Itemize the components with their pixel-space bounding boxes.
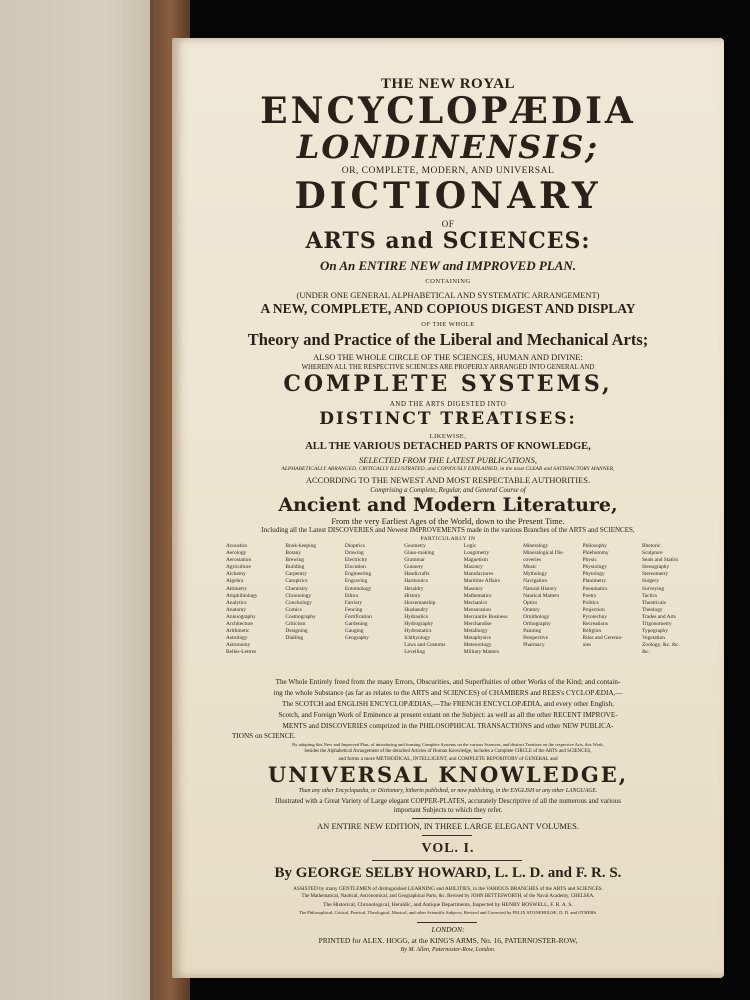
- selected-line: SELECTED FROM THE LATEST PUBLICATIONS,: [359, 455, 537, 465]
- illustrated-line2: important Subjects to which they refer.: [393, 806, 503, 814]
- earliest-ages-line: From the very Earliest Ages of the World, down to the Present Time.: [331, 516, 565, 526]
- heading-londinensis: LONDINENSIS;: [296, 128, 600, 166]
- subject-item: Rhetoric: [641, 543, 661, 549]
- subject-item: Carpentry: [285, 571, 307, 578]
- rule-middle: [422, 835, 472, 836]
- subject-item: Mechanics: [463, 599, 488, 606]
- subject-item: Chemistry: [285, 585, 308, 592]
- subject-item: Magnetism: [463, 557, 488, 564]
- subject-item: Maritime Affairs: [463, 578, 500, 585]
- subject-item: Religion: [582, 628, 602, 635]
- subject-item: Drawing: [344, 550, 364, 557]
- arts-digested-line: AND THE ARTS DIGESTED INTO: [389, 400, 507, 408]
- authorities-line: ACCORDING TO THE NEWEST AND MOST RESPECTABLE AUTHORITIES.: [305, 475, 591, 485]
- author-line: By GEORGE SELBY HOWARD, L. L. D. and F. R. S.: [274, 865, 622, 881]
- body-p2-line2: besides the Alphabetical Arrangement of the detached Articles of Human Knowledge, includes a Complete CIRCLE of the ARTS and SCIENCES,: [304, 749, 592, 754]
- subject-item: Merchandise: [463, 621, 492, 628]
- subject-item: Algebra: [226, 578, 244, 585]
- printed-line: PRINTED for ALEX. HOGG, at the KING'S ARMS, No. 16, PATERNOSTER-ROW,: [318, 936, 578, 945]
- subject-item: Agriculture: [226, 564, 251, 571]
- subject-item: Surgery: [641, 578, 659, 585]
- body-p1-line5: MENTS and DISCOVERIES comprized in the PHILOSOPHICAL TRANSACTIONS and other NEW PUBLICA-: [282, 722, 614, 730]
- philosophical-line: The Philosophical, Critical, Poetical, Theological, Musical, and other Scientific Subjects, Revised and Corrected by FELIX STONEHOUSE, D. D. and OTHERS.: [298, 910, 598, 915]
- subject-item: Rites and Ceremo-: [582, 635, 623, 642]
- subject-item: Amphibiology: [226, 592, 258, 599]
- subject-item: Altimetry: [226, 585, 247, 592]
- subject-item: Metallurgy: [463, 628, 488, 635]
- subject-item: Sculpture: [641, 550, 663, 557]
- subject-item: Oratory: [523, 606, 540, 613]
- subject-item: Hydrostatics: [404, 628, 432, 635]
- subject-item: Mineralogy: [523, 543, 549, 549]
- subject-item: Dioptrics: [344, 543, 365, 549]
- subject-item: Tactics: [641, 592, 658, 599]
- subject-item: Planimetry: [582, 578, 607, 585]
- subject-item: Building: [285, 564, 305, 571]
- subject-item: Masonry: [463, 585, 483, 592]
- subject-item: Theology: [641, 606, 663, 613]
- subject-item: Poetry: [582, 592, 597, 599]
- subject-item: Chronology: [285, 592, 312, 599]
- subject-item: Levelling: [404, 649, 425, 656]
- comprising-line: Comprising a Complete, Regular, and General Course of: [370, 487, 526, 494]
- body-p1-line1: The Whole Entirely freed from the many Errors, Obscurities, and Superfluities of other Works of the Kind; and contain-: [275, 678, 621, 686]
- subject-item: Entomology: [344, 585, 372, 592]
- body-p2-line3: and forms a more METHODICAL, INTELLIGENT, and COMPLETE REPOSITORY of GENERAL and: [338, 756, 558, 762]
- mathematical-line: The Mathematical, Nautical, Astronomical, and Geographical Parts, &c. Revised by JOHN BETTESWORTH, of the Naval Academy, CHELSEA.: [301, 894, 595, 899]
- subject-item: Perspective: [523, 635, 548, 642]
- arrangement-line: (UNDER ONE GENERAL ALPHABETICAL AND SYSTEMATIC ARRANGEMENT): [296, 290, 600, 300]
- heading-arts-sciences: ARTS and SCIENCES:: [305, 228, 591, 254]
- subject-item: Stenography: [641, 564, 670, 571]
- subject-item: Mathematics: [463, 592, 492, 599]
- subject-item: Politics: [582, 599, 599, 606]
- heading-distinct-treatises: DISTINCT TREATISES:: [319, 409, 577, 429]
- subjects-column: [642, 543, 696, 671]
- historical-line: The Historical, Chronological, Heraldic, and Antique Departments, Inspected by HENRY BOSWELL, F. R. A. S.: [323, 902, 573, 908]
- heading-dictionary: DICTIONARY: [294, 175, 602, 217]
- subject-item: Phlebotomy: [582, 550, 609, 557]
- subject-item: Gauging: [344, 628, 364, 635]
- subject-item: Pharmacy: [523, 642, 545, 649]
- subject-item: Hydrography: [404, 621, 434, 628]
- digest-line: A NEW, COMPLETE, AND COPIOUS DIGEST AND DISPLAY: [260, 301, 636, 316]
- subject-item: Astrology: [226, 635, 248, 642]
- heading-universal-knowledge: UNIVERSAL KNOWLEDGE,: [267, 762, 629, 787]
- subject-item: Mensuration: [463, 606, 491, 613]
- subject-item: nies: [582, 642, 592, 649]
- subject-item: Surveying: [641, 585, 665, 592]
- subject-item: Aerology: [226, 550, 247, 557]
- subject-item: Horsemanship: [404, 599, 436, 606]
- subject-item: Astronomy: [226, 642, 251, 649]
- subject-item: Navigation: [523, 578, 548, 585]
- subject-item: Aerostation: [226, 557, 252, 564]
- title-page: [172, 38, 724, 978]
- subject-item: Vegetation: [641, 635, 666, 642]
- subjects-column: [226, 543, 280, 671]
- subject-item: Projection: [582, 606, 605, 613]
- subject-item: Trades and Arts: [641, 613, 676, 620]
- subject-item: Physiology: [582, 564, 607, 571]
- subject-item: History: [404, 592, 421, 599]
- detached-parts-line: ALL THE VARIOUS DETACHED PARTS OF KNOWLEDGE,: [305, 441, 591, 452]
- subject-item: &c.: [641, 649, 650, 656]
- subject-item: Nautical Matters: [523, 592, 560, 599]
- arranged-line: WHEREIN ALL THE RESPECTIVE SCIENCES ARE PROPERLY ARRANGED INTO GENERAL AND: [301, 364, 595, 371]
- subject-item: Botany: [285, 550, 301, 557]
- heading-encyclopaedia: ENCYCLOPÆDIA: [260, 90, 636, 132]
- plan-line: On An ENTIRE NEW and IMPROVED PLAN.: [319, 258, 577, 273]
- subject-item: Trigonometry: [641, 621, 672, 628]
- subject-item: Manufactures: [463, 571, 494, 578]
- subject-item: Masonry: [463, 564, 483, 571]
- subject-item: Orthography: [523, 621, 551, 628]
- subject-item: Engraving: [344, 578, 368, 585]
- subject-item: Metaphysics: [463, 635, 491, 642]
- london-line: LONDON:: [431, 925, 465, 934]
- subjects-list: [226, 543, 696, 671]
- subject-item: Meteorology: [463, 642, 492, 649]
- word-of: OF: [441, 219, 455, 229]
- alphabetically-line: ALPHABETICALLY ARRANGED, CRITICALLY ILLUSTRATED, and COPIOUSLY EXPLAINED, in the most CLEAR and SATISFACTORY MANNER,: [281, 466, 615, 472]
- heading-complete-systems: COMPLETE SYSTEMS,: [283, 371, 613, 397]
- of-the-whole-line: OF THE WHOLE: [421, 321, 475, 328]
- subject-item: Elocution: [344, 564, 366, 571]
- subject-item: Annuography: [226, 613, 256, 620]
- subject-item: Seals and Statics: [641, 557, 679, 564]
- subject-item: Military Matters: [463, 649, 500, 656]
- subject-item: Optics: [523, 599, 538, 606]
- subject-item: Ethics: [344, 592, 359, 599]
- subject-item: Acoustics: [226, 543, 248, 549]
- subject-item: Stereometry: [641, 571, 669, 578]
- subject-item: Engineering: [344, 571, 372, 578]
- rule-imprint: [417, 922, 477, 923]
- subject-item: Arithmetic: [226, 628, 250, 635]
- subject-item: Conchology: [285, 599, 312, 606]
- containing-line: CONTAINING: [425, 278, 471, 285]
- subject-item: Cosmography: [285, 613, 316, 620]
- subject-item: Designing: [285, 628, 308, 635]
- subject-item: Recreations: [582, 621, 608, 628]
- subject-item: Longimetry: [463, 550, 490, 557]
- subject-item: Ichthyology: [404, 635, 431, 642]
- subject-item: Brewing: [285, 557, 304, 564]
- subject-item: Ornithology: [523, 613, 550, 620]
- heading-ancient-modern-literature: Ancient and Modern Literature,: [278, 494, 618, 516]
- subject-item: Phytology: [582, 571, 605, 578]
- subject-item: Harmonics: [404, 578, 428, 585]
- subject-item: Architecture: [226, 621, 253, 628]
- subject-item: Philosophy: [582, 543, 607, 549]
- subject-item: Mercantile Business: [463, 613, 508, 620]
- subject-item: Fortification: [344, 613, 372, 620]
- body-p1-line4: Scotch, and Foreign Work of Eminence at present extant on the Subject: as well as all the other RECENT IMPROVE-: [278, 711, 618, 719]
- rule-lower: [372, 860, 522, 861]
- heading-new-royal: THE NEW ROYAL: [380, 76, 516, 92]
- subject-item: Natural History: [523, 585, 557, 592]
- subject-item: Grammar: [404, 557, 425, 564]
- subject-item: Geography: [344, 635, 369, 642]
- subject-item: Husbandry: [404, 606, 428, 613]
- subject-item: Logic: [463, 543, 477, 549]
- subject-item: Analytics: [226, 599, 247, 606]
- subject-item: Painting: [523, 628, 542, 635]
- subject-item: Hydraulics: [404, 613, 428, 620]
- subject-item: Alchemy: [226, 571, 246, 578]
- subjects-column: [345, 543, 399, 671]
- circle-sciences-line: ALSO THE WHOLE CIRCLE OF THE SCIENCES, HUMAN AND DIVINE:: [313, 352, 583, 362]
- subject-item: Gardening: [344, 621, 368, 628]
- subject-item: Pyrotechny: [582, 613, 608, 620]
- particularly-line: PARTICULARLY IN: [420, 536, 476, 542]
- subject-item: Geometry: [404, 543, 426, 549]
- subject-item: Book-keeping: [285, 543, 316, 549]
- illustrated-line1: Illustrated with a Great Variety of Large elegant COPPER-PLATES, accurately Descriptive of all the numerous and various: [275, 797, 621, 805]
- body-p1-line3: The SCOTCH and ENGLISH ENCYCLOPÆDIAS,—The FRENCH ENCYCLOPÆDIA, and every other English,: [281, 700, 614, 708]
- subject-item: Mineralogical Dis-: [523, 550, 564, 557]
- subject-item: Handicrafts: [404, 571, 430, 578]
- subjects-column: [285, 543, 339, 671]
- subject-item: Pneumatics: [582, 585, 608, 592]
- likewise-line: LIKEWISE,: [429, 433, 467, 440]
- subjects-column: [404, 543, 458, 671]
- subject-item: Heraldry: [404, 585, 424, 592]
- edition-line: AN ENTIRE NEW EDITION, IN THREE LARGE ELEGANT VOLUMES.: [317, 821, 579, 831]
- subtitle-complete: OR, COMPLETE, MODERN, AND UNIVERSAL: [341, 166, 555, 176]
- assisted-line: ASSISTED by many GENTLEMEN of distinguished LEARNING and ABILITIES, in the VARIOUS BRANCHES of the ARTS and SCIENCES.: [293, 886, 603, 892]
- rule-upper: [412, 818, 482, 819]
- subject-item: Criticism: [285, 621, 306, 628]
- subject-item: Glass-making: [404, 550, 435, 557]
- subject-item: Zoology, &c. &c.: [641, 642, 680, 649]
- subject-item: Typography: [641, 628, 668, 635]
- subject-item: coveries: [523, 557, 542, 564]
- body-p1-line2: ing the whole Substance (as far as relates to the ARTS and SCIENCES) of CHAMBERS and REES's CYCLOPÆDIA,—: [273, 689, 623, 697]
- volume-number: VOL. I.: [421, 841, 475, 856]
- subject-item: Theatricals: [641, 599, 666, 606]
- allen-line: By M. Allen, Paternoster-Row, London.: [400, 947, 496, 953]
- subjects-column: [583, 543, 637, 671]
- subject-item: Mythology: [523, 571, 548, 578]
- subject-item: Farriery: [344, 599, 363, 606]
- subject-item: Anatomy: [226, 606, 247, 613]
- subject-item: Laws and Customs: [404, 642, 446, 649]
- subject-item: Belles-Lettres: [226, 649, 257, 656]
- than-any-line: Than any other Encyclopædia, or Dictionary, hitherto published, or now publishing, in the ENGLISH or any other LANGUAGE.: [298, 788, 598, 794]
- body-p2-line1: By adopting this New and Improved Plan, of introducing and forming Complete Systems on the various Sciences, and distinct Treatises on the respective Arts, this Work,: [292, 742, 604, 747]
- subject-item: Physic: [582, 557, 597, 564]
- subject-item: Gunnery: [404, 564, 424, 571]
- theory-practice-line: Theory and Practice of the Liberal and Mechanical Arts;: [247, 330, 649, 349]
- body-p1-line6: TIONS on SCIENCE.: [232, 732, 296, 740]
- subject-item: Fencing: [344, 606, 363, 613]
- subject-item: Catoptrics: [285, 578, 308, 585]
- subject-item: Music: [523, 564, 537, 571]
- subject-item: Dialling: [285, 635, 304, 642]
- discoveries-line: Including all the Latest DISCOVERIES and Newest IMPROVEMENTS made in the various Branches of the ARTS and SCIENCES,: [261, 526, 635, 534]
- subjects-column: [464, 543, 518, 671]
- subjects-column: [523, 543, 577, 671]
- subject-item: Comics: [285, 606, 302, 613]
- subject-item: Electricity: [344, 557, 368, 564]
